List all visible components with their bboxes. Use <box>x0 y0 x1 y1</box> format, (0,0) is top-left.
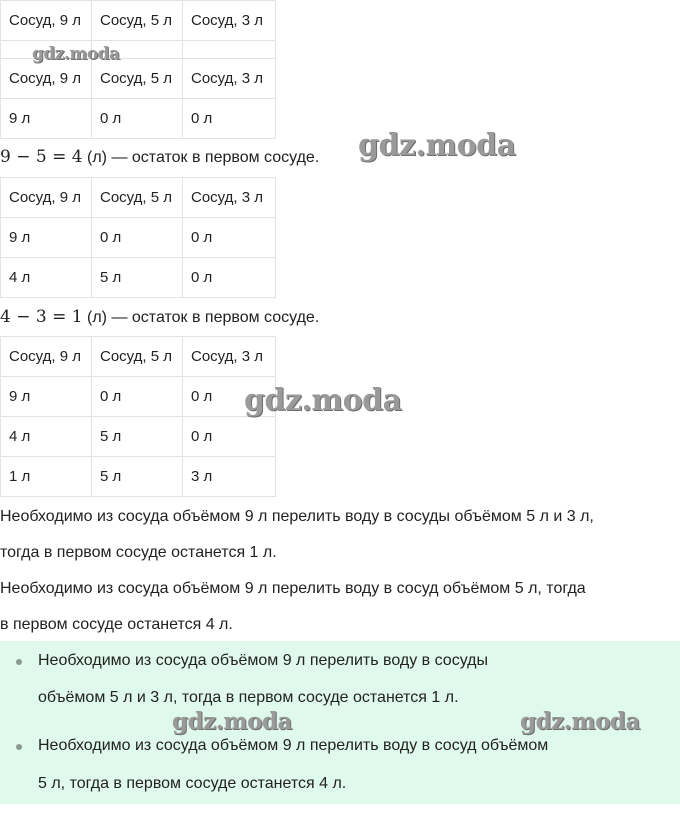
header-cell: Сосуд, 3 л <box>183 59 276 99</box>
table-header-row <box>1 337 276 377</box>
header-cell: Сосуд, 3 л <box>183 337 276 377</box>
math-expression: 4 − 3 = 1 <box>0 307 83 327</box>
table-cell: 9 л <box>1 99 92 139</box>
calc-line-1 <box>0 147 319 167</box>
table-cell: 3 л <box>183 457 276 497</box>
calc-line-2 <box>0 307 319 327</box>
header-cell: Сосуд, 3 л <box>183 178 276 218</box>
table-3 <box>0 336 276 497</box>
table-cell <box>183 41 276 59</box>
table-1 <box>0 58 276 139</box>
table-cell: 0 л <box>183 218 276 258</box>
watermark: gdz.moda <box>32 44 120 64</box>
table-cell: 5 л <box>92 258 183 298</box>
header-cell: Сосуд, 9 л <box>1 59 92 99</box>
table-cell: 0 л <box>183 258 276 298</box>
paragraph-line: Необходимо из сосуда объёмом 9 л перелить воду в сосуд объёмом 5 л, тогда <box>0 580 586 597</box>
table-2 <box>0 177 276 298</box>
table-cell: 5 л <box>92 417 183 457</box>
math-expression: 9 − 5 = 4 <box>0 147 83 167</box>
table-cell: 9 л <box>1 377 92 417</box>
table-row <box>1 99 276 139</box>
answer-line: Необходимо из сосуда объёмом 9 л перелить воду в сосуд объёмом <box>38 737 549 754</box>
table-cell: 4 л <box>1 258 92 298</box>
table-cell: 0 л <box>92 218 183 258</box>
paragraph-line: в первом сосуде останется 4 л. <box>0 616 233 633</box>
header-cell: Сосуд, 9 л <box>1 178 92 218</box>
header-cell: Сосуд, 5 л <box>92 178 183 218</box>
table-cell: 0 л <box>92 99 183 139</box>
table-cell: 9 л <box>1 218 92 258</box>
table-cell: 0 л <box>183 417 276 457</box>
answer-line: объёмом 5 л и 3 л, тогда в первом сосуде останется 1 л. <box>38 689 459 706</box>
watermark: gdz.moda <box>172 708 292 735</box>
paragraph-line: Необходимо из сосуда объёмом 9 л перелить воду в сосуды объёмом 5 л и 3 л, <box>0 508 594 525</box>
calc-text: (л) — остаток в первом сосуде. <box>82 309 320 326</box>
table-row <box>1 417 276 457</box>
table-cell: 4 л <box>1 417 92 457</box>
table-header-row <box>1 1 276 41</box>
header-cell: Сосуд, 5 л <box>92 1 183 41</box>
bullet-icon <box>16 659 22 665</box>
paragraph-line: тогда в первом сосуде останется 1 л. <box>0 544 277 561</box>
watermark: gdz.moda <box>244 383 402 418</box>
watermark: gdz.moda <box>358 128 516 163</box>
header-cell: Сосуд, 9 л <box>1 337 92 377</box>
table-cell: 0 л <box>183 99 276 139</box>
watermark: gdz.moda <box>520 708 640 735</box>
header-cell: Сосуд, 5 л <box>92 59 183 99</box>
table-cell: 5 л <box>92 457 183 497</box>
answer-line: 5 л, тогда в первом сосуде останется 4 л. <box>38 775 347 792</box>
bullet-icon <box>16 744 22 750</box>
header-cell: Сосуд, 5 л <box>92 337 183 377</box>
calc-text: (л) — остаток в первом сосуде. <box>82 149 320 166</box>
answer-line: Необходимо из сосуда объёмом 9 л перелить воду в сосуды <box>38 652 488 669</box>
table-row <box>1 457 276 497</box>
table-cell: 1 л <box>1 457 92 497</box>
table-row <box>1 218 276 258</box>
table-header-row <box>1 59 276 99</box>
table-row <box>1 258 276 298</box>
table-cell: 0 л <box>183 377 276 417</box>
table-row <box>1 377 276 417</box>
header-cell: Сосуд, 3 л <box>183 1 276 41</box>
table-cell: 0 л <box>92 377 183 417</box>
header-cell: Сосуд, 9 л <box>1 1 92 41</box>
table-header-row <box>1 178 276 218</box>
